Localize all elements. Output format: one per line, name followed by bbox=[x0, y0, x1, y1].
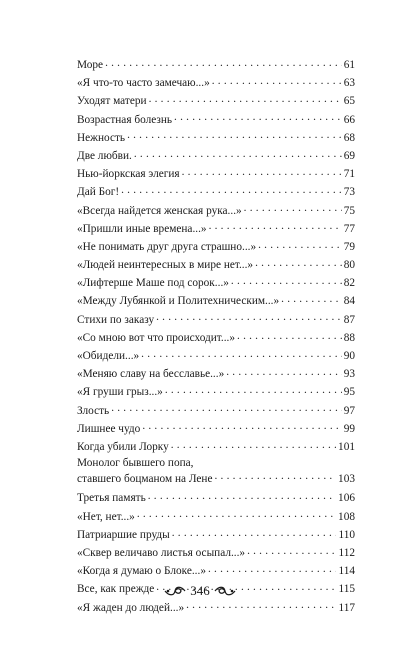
toc-entry-title: «Сквер величаво листья осыпал...» bbox=[77, 546, 246, 559]
toc-entry-page: 115 bbox=[338, 583, 355, 596]
toc-entry bbox=[77, 526, 355, 544]
toc-entry-page: 97 bbox=[343, 404, 355, 417]
toc-entry-title: Монолог бывшего попа, bbox=[77, 457, 194, 470]
dot-leader bbox=[142, 420, 341, 431]
toc-entry-page: 114 bbox=[338, 565, 355, 578]
toc-entry bbox=[77, 56, 355, 74]
toc-entry-title: «Я груши грыз...» bbox=[77, 386, 163, 399]
toc-entry-page: 63 bbox=[343, 77, 355, 90]
toc-entry-title: Море bbox=[77, 59, 104, 71]
toc-entry-page: 103 bbox=[338, 473, 355, 486]
toc-entry-page: 112 bbox=[338, 546, 355, 559]
toc-entry-page: 106 bbox=[338, 492, 355, 505]
toc-entry-page: 73 bbox=[343, 186, 355, 199]
toc-entry-title: «Между Лубянкой и Политехническим...» bbox=[77, 295, 280, 308]
toc-entry-page: 77 bbox=[343, 222, 355, 235]
page-footer bbox=[0, 583, 400, 599]
dot-leader bbox=[149, 93, 342, 104]
toc-entry-page: 99 bbox=[343, 422, 355, 435]
dot-leader bbox=[226, 366, 341, 377]
dot-leader bbox=[134, 148, 342, 159]
toc-entry-title: «Всегда найдется женская рука...» bbox=[77, 204, 242, 217]
dot-leader bbox=[171, 439, 336, 450]
toc-entry-page: 108 bbox=[338, 510, 355, 523]
toc-entry-title: Все, как прежде bbox=[77, 583, 155, 596]
toc-entry bbox=[77, 599, 355, 617]
toc-entry bbox=[77, 220, 355, 238]
ornament-left-icon bbox=[164, 585, 186, 597]
toc-entry bbox=[77, 256, 355, 274]
dot-leader bbox=[137, 508, 336, 519]
toc-entry bbox=[77, 238, 355, 256]
dot-leader bbox=[237, 330, 342, 341]
toc-entry bbox=[77, 292, 355, 310]
toc-entry-page: 66 bbox=[343, 113, 355, 126]
toc-entry bbox=[77, 347, 355, 365]
dot-leader bbox=[121, 184, 342, 195]
toc-entry bbox=[77, 311, 355, 329]
dot-leader bbox=[244, 202, 342, 213]
dot-leader bbox=[165, 384, 342, 395]
toc-entry-page: 82 bbox=[343, 277, 355, 290]
toc-entry bbox=[77, 74, 355, 92]
dot-leader bbox=[247, 545, 336, 556]
toc-entry-title: «Лифтерше Маше под сорок...» bbox=[77, 277, 229, 290]
toc-entry-page: 68 bbox=[343, 131, 355, 144]
toc-entry bbox=[77, 147, 355, 165]
toc-entry-title: «Я что-то часто замечаю...» bbox=[77, 77, 210, 90]
toc-entry-page: 95 bbox=[343, 386, 355, 399]
dot-leader bbox=[255, 257, 342, 268]
toc-entry-title: Стихи по заказу bbox=[77, 313, 155, 326]
ornament-right-icon bbox=[214, 585, 236, 597]
toc-entry-page: 110 bbox=[338, 528, 355, 541]
toc-entry-title: «Со мною вот что происходит...» bbox=[77, 331, 236, 344]
dot-leader bbox=[258, 239, 342, 250]
toc-entry-page: 80 bbox=[343, 259, 355, 272]
toc-entry bbox=[77, 111, 355, 129]
toc-entry-page: 101 bbox=[338, 440, 355, 453]
toc-entry-title: «Пришли иные времена...» bbox=[77, 222, 207, 235]
toc-entry-title: «Не понимать друг друга страшно...» bbox=[77, 240, 257, 253]
toc-entry bbox=[77, 489, 355, 507]
toc-entry-page: 117 bbox=[338, 601, 355, 614]
dot-leader bbox=[208, 563, 336, 574]
dot-leader bbox=[281, 293, 342, 304]
dot-leader bbox=[186, 599, 336, 610]
toc-entry-page: 79 bbox=[343, 240, 355, 253]
dot-leader bbox=[231, 275, 342, 286]
toc-entry-page: 75 bbox=[343, 204, 355, 217]
toc-entry bbox=[77, 183, 355, 201]
toc-entry bbox=[77, 402, 355, 420]
dot-leader bbox=[209, 220, 342, 231]
toc-entry-page: 61 bbox=[343, 59, 355, 71]
toc-entry-title: Уходят матери bbox=[77, 95, 147, 108]
toc-entry-title: «Нет, нет...» bbox=[77, 510, 135, 523]
toc-entry bbox=[77, 92, 355, 110]
toc-entry-title: «Меняю славу на бесславье...» bbox=[77, 368, 225, 381]
toc-entry-page: 69 bbox=[343, 149, 355, 162]
toc-entry bbox=[77, 544, 355, 562]
toc-entry bbox=[77, 562, 355, 580]
toc-entry-title: Патриаршие пруды bbox=[77, 528, 170, 541]
toc-entry bbox=[77, 438, 355, 456]
toc-entry-page: 88 bbox=[343, 331, 355, 344]
dot-leader bbox=[148, 490, 336, 501]
toc-entry bbox=[77, 329, 355, 347]
toc-entry-page: 87 bbox=[343, 313, 355, 326]
toc-entry-title: Нежность bbox=[77, 131, 126, 144]
toc-entry bbox=[77, 365, 355, 383]
toc-entry-page: 90 bbox=[343, 350, 355, 362]
dot-leader bbox=[174, 111, 342, 122]
toc-entry-title: Злость bbox=[77, 404, 110, 417]
toc-entry bbox=[77, 129, 355, 147]
toc-entry bbox=[77, 383, 355, 401]
toc-entry-title: «Людей неинтересных в мире нет...» bbox=[77, 259, 254, 272]
page-number: 346 bbox=[190, 583, 210, 598]
dot-leader bbox=[111, 402, 342, 413]
toc-entry-title: Две любви. bbox=[77, 149, 132, 162]
toc-entry-title: «Я жаден до людей...» bbox=[77, 601, 185, 614]
toc-entry bbox=[77, 274, 355, 292]
toc-entry bbox=[77, 456, 355, 489]
dot-leader bbox=[215, 471, 337, 482]
toc-entry-title: Третья память bbox=[77, 492, 146, 505]
toc-entry-title: Лишнее чудо bbox=[77, 422, 141, 435]
toc-entry-title: Возрастная болезнь bbox=[77, 113, 173, 126]
dot-leader bbox=[172, 527, 337, 538]
toc-entry-page: 84 bbox=[343, 295, 355, 308]
toc-entry-title: Нью-йоркская элегия bbox=[77, 168, 180, 181]
table-of-contents bbox=[77, 56, 355, 617]
dot-leader bbox=[127, 129, 342, 140]
dot-leader bbox=[105, 57, 342, 68]
dot-leader bbox=[141, 348, 342, 359]
toc-entry-title: Когда убили Лорку bbox=[77, 440, 169, 453]
toc-entry-title: «Когда я думаю о Блоке...» bbox=[77, 565, 206, 578]
toc-entry-title: Дай Бог! bbox=[77, 186, 120, 199]
dot-leader bbox=[182, 166, 342, 177]
toc-entry-page: 65 bbox=[343, 95, 355, 108]
toc-entry bbox=[77, 165, 355, 183]
toc-entry bbox=[77, 420, 355, 438]
toc-entry-page: 71 bbox=[343, 168, 355, 181]
toc-entry bbox=[77, 508, 355, 526]
toc-entry-title-continued: ставшего боцманом на Лене bbox=[77, 473, 213, 486]
toc-entry-page: 93 bbox=[343, 368, 355, 381]
toc-entry bbox=[77, 202, 355, 220]
dot-leader bbox=[156, 311, 342, 322]
dot-leader bbox=[212, 75, 342, 86]
toc-entry-title: «Обидели...» bbox=[77, 350, 140, 362]
